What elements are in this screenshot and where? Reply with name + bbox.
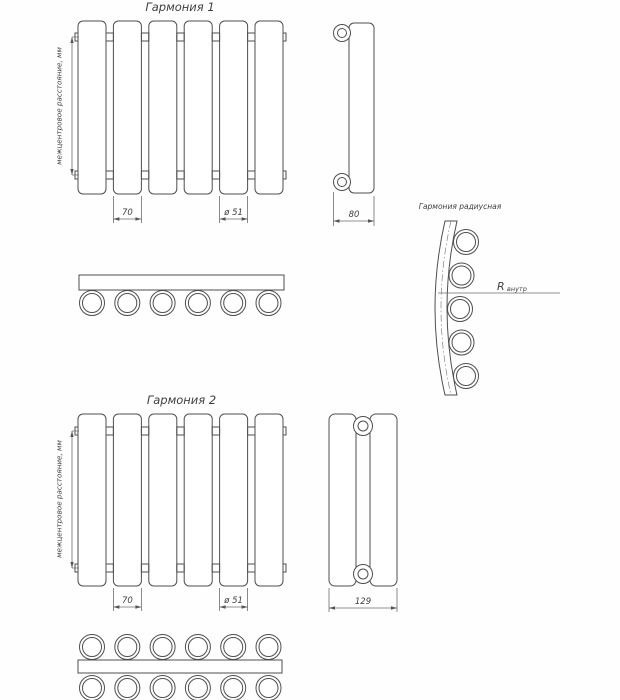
header-connector: [248, 171, 255, 179]
tube-section: [448, 297, 473, 322]
harmony1-view: [55, 0, 375, 316]
header-connector: [106, 33, 113, 41]
tube-step-value: 70: [121, 208, 133, 218]
center-distance-label: межцентровое расстояние, мм: [54, 47, 64, 165]
radius-title: Гармония радиусная: [418, 202, 502, 211]
header-end-stub: [283, 171, 286, 179]
header-bar: [79, 275, 284, 290]
radius-symbol: R: [497, 280, 505, 293]
header-connector: [141, 171, 148, 179]
harmony2-step-dimension: [113, 588, 141, 611]
tube-section: [150, 676, 175, 700]
tube-section: [185, 635, 210, 660]
radius-view: [419, 202, 560, 395]
harmony2-depth-dimension: [329, 588, 397, 612]
header-connector: [177, 171, 184, 179]
header-connector: [141, 564, 148, 572]
harmony2-title: Гармония 2: [146, 393, 217, 407]
tube-section: [221, 635, 246, 660]
radiator-tube: [184, 21, 212, 194]
pipe-connection: [354, 565, 373, 584]
header-connector: [248, 564, 255, 572]
harmony1-step-dimension: [113, 196, 141, 223]
header-connector: [177, 564, 184, 572]
radiator-tube: [220, 21, 248, 194]
tube-section: [256, 635, 281, 660]
tube-section: [185, 676, 210, 700]
harmony2-center-distance-dimension: [55, 431, 80, 568]
arrowhead-up: [70, 37, 73, 43]
radiator-tube: [255, 21, 283, 194]
header-connector: [248, 427, 255, 435]
harmony1-center-distance-dimension: [55, 37, 80, 175]
header-end-stub: [283, 564, 286, 572]
dimension-line: [334, 192, 375, 226]
tube-section: [454, 230, 479, 255]
radiator-tube: [149, 21, 177, 194]
radiator-tube: [113, 21, 141, 194]
tube-section: [256, 676, 281, 700]
pipe-connection: [334, 25, 351, 42]
harmony1-title: Гармония 1: [145, 0, 215, 14]
header-connector: [177, 427, 184, 435]
radiator-side-body: [349, 23, 374, 193]
radiator-tube: [78, 414, 106, 586]
header-bar: [78, 660, 282, 673]
arrowhead-right: [368, 219, 374, 222]
tube-section: [80, 635, 105, 660]
tube-diameter-value: ø 51: [224, 596, 243, 606]
header-connector: [212, 427, 219, 435]
tube-section: [80, 291, 105, 316]
tube-section: [185, 291, 210, 316]
header-end-stub: [283, 427, 286, 435]
header-connector: [106, 427, 113, 435]
radiator-tube: [78, 21, 106, 194]
harmony1-side-view: [334, 23, 375, 193]
harmony1-depth-dimension: [334, 192, 375, 226]
radiator-tube: [113, 414, 141, 586]
arrowhead-left: [113, 217, 119, 220]
arrowhead-right: [135, 605, 141, 608]
radiator-side-body: [370, 414, 397, 586]
tube-section: [150, 635, 175, 660]
tube-section: [80, 676, 105, 700]
tube-section: [221, 291, 246, 316]
tube-section: [256, 291, 281, 316]
arrowhead-down: [70, 169, 73, 175]
arrowhead-left: [113, 605, 119, 608]
tube-section: [449, 330, 474, 355]
tube-section: [221, 676, 246, 700]
arrowhead-right: [135, 217, 141, 220]
header-connector: [141, 427, 148, 435]
harmony1-front-view: [75, 21, 286, 194]
tube-step-value: 70: [121, 596, 133, 606]
header-connector: [106, 171, 113, 179]
arrowhead-down: [70, 562, 73, 568]
tube-section: [115, 291, 140, 316]
center-distance-label: межцентровое расстояние, мм: [54, 440, 64, 558]
harmony2-front-view: [75, 414, 286, 586]
tube-section: [150, 291, 175, 316]
radius-subscript: внутр: [507, 285, 527, 293]
pipe-connection: [334, 174, 351, 191]
radiator-side-body: [329, 414, 356, 586]
radiator-tube: [220, 414, 248, 586]
tube-section: [115, 676, 140, 700]
header-connector: [177, 33, 184, 41]
tube-diameter-value: ø 51: [224, 208, 243, 218]
header-connector: [106, 564, 113, 572]
radiator-tube: [184, 414, 212, 586]
pipe-connection: [354, 417, 373, 436]
harmony2-view: [55, 393, 398, 700]
harmony2-side-view: [329, 414, 397, 586]
arrowhead-left: [334, 219, 340, 222]
header-connector: [212, 564, 219, 572]
depth-value: 129: [354, 597, 372, 607]
tube-section: [449, 263, 474, 288]
header-connector: [212, 171, 219, 179]
arrowhead-up: [70, 431, 73, 437]
header-connector: [141, 33, 148, 41]
harmony2-top-view: [78, 635, 282, 700]
harmony1-top-view: [79, 275, 284, 316]
radiator-tube: [149, 414, 177, 586]
arrowhead-right: [391, 606, 397, 609]
tube-section: [115, 635, 140, 660]
harmony1-diameter-dimension: [220, 196, 248, 223]
header-end-stub: [283, 33, 286, 41]
harmony2-diameter-dimension: [220, 588, 248, 611]
radiator-tube: [255, 414, 283, 586]
arrowhead-left: [329, 606, 335, 609]
depth-value: 80: [348, 210, 360, 220]
tube-section: [454, 364, 479, 389]
header-connector: [248, 33, 255, 41]
header-connector: [212, 33, 219, 41]
